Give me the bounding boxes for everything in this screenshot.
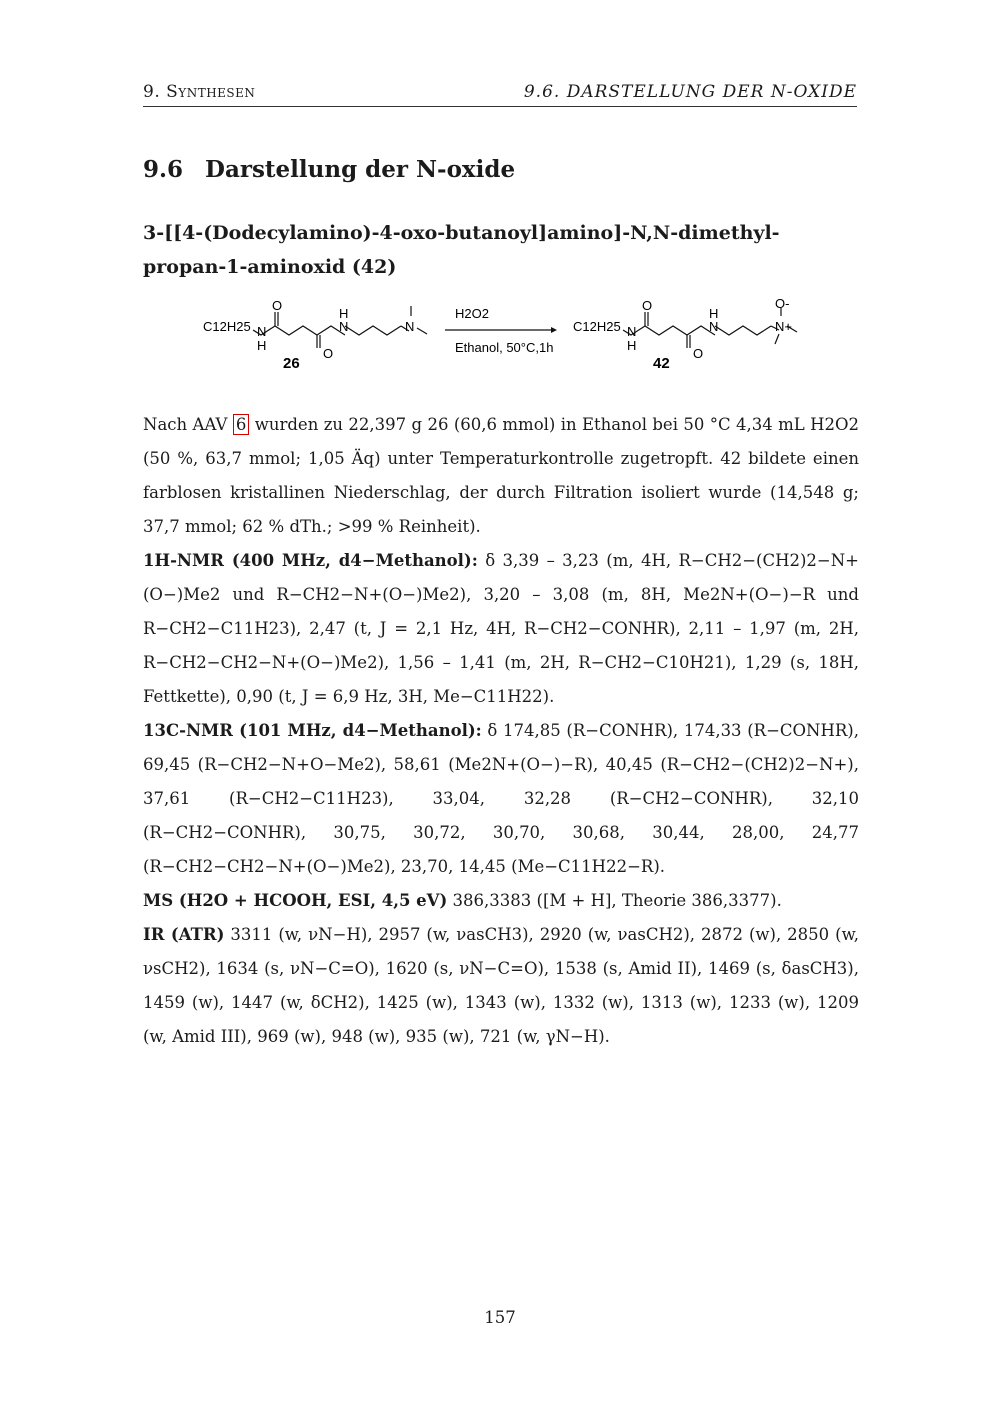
product-amide-h2: H (709, 306, 719, 321)
c-nmr-label: 13C-NMR (101 MHz, d4−Methanol): (143, 721, 482, 740)
ms-data: 386,3383 ([M + H], Theorie 386,3377). (452, 891, 782, 910)
product-n-oxide-n: N+ (775, 319, 792, 334)
h-nmr-label: 1H-NMR (400 MHz, d4−Methanol): (143, 551, 478, 570)
h-nmr-paragraph (143, 544, 859, 714)
product-carbonyl-o-2: O (693, 346, 704, 361)
reaction-arrowhead (551, 327, 557, 333)
c-nmr-paragraph (143, 714, 859, 884)
reaction-scheme (195, 298, 815, 376)
reactant-carbonyl-o-1: O (272, 298, 283, 313)
experimental-text (143, 408, 859, 1054)
reactant-alkyl-label: C12H25 (203, 319, 251, 334)
reactant-amide-h2: H (339, 306, 349, 321)
ms-label: MS (H2O + HCOOH, ESI, 4,5 eV) (143, 891, 448, 910)
product-compound-number: 42 (653, 355, 670, 372)
reactant-amide-n: N (257, 324, 267, 339)
product-amide-n: N (627, 324, 637, 339)
c-nmr-data: δ 174,85 (R−CONHR), 174,33 (R−CONHR), 69,45 (R−CH2−N+O−Me2), 58,61 (Me2N+(O−)−R), 40,45 (R−CH2−(CH2)2−N+), 37,61 (R−CH2−C11H23), 33,04, 32,28 (R−CH2−CONHR), 32,10 (R−CH2−CONHR), 30,75, 30,72, 30,70, 30,68, 30,44, 28,00, 24,77 (R−CH2−CH2−N+(O−)Me2), 23,70, 14,45 (Me−C11H22−R). (143, 721, 859, 876)
ms-paragraph (143, 884, 859, 918)
section-title-text: Darstellung der N-oxide (205, 156, 516, 183)
reagent-label: H2O2 (455, 306, 489, 321)
conditions-label: Ethanol, 50°C,1h (455, 340, 554, 355)
procedure-intro: Nach AAV (143, 415, 228, 434)
running-head-chapter: 9. Synthesen (143, 82, 256, 102)
procedure-text: wurden zu 22,397 g 26 (60,6 mmol) in Ethanol bei 50 °C 4,34 mL H2O2 (50 %, 63,7 mmol; 1,05 Äq) unter Temperaturkontrolle zugetropft. 42 bildete einen farblosen kristallinen Niederschlag, der durch Filtration isoliert wurde (14,548 g; 37,7 mmol; 62 % dTh.; >99 % Reinheit). (143, 415, 859, 536)
reactant-amine-n: N (405, 319, 415, 334)
section-heading (143, 156, 515, 183)
product-amide-n2: N (709, 319, 719, 334)
compound-heading: 3-[[4-(Dodecylamino)-4-oxo-butanoyl]amino]-N,N-dimethyl-propan-1-aminoxid (42) (143, 222, 780, 278)
reactant-carbonyl-o-2: O (323, 346, 334, 361)
product-alkyl-label: C12H25 (573, 319, 621, 334)
ir-label: IR (ATR) (143, 925, 225, 944)
running-head (143, 82, 857, 107)
ir-paragraph (143, 918, 859, 1054)
reactant-amide-h: H (257, 338, 267, 353)
aav-reference-link[interactable]: 6 (233, 414, 250, 435)
procedure-paragraph (143, 408, 859, 544)
product-n-oxide-o: O- (775, 298, 790, 311)
h-nmr-data: δ 3,39 – 3,23 (m, 4H, R−CH2−(CH2)2−N+(O−)Me2 und R−CH2−N+(O−)Me2), 3,20 – 3,08 (m, 8H, Me2N+(O−)−R und R−CH2−C11H23), 2,47 (t, J = 2,1 Hz, 4H, R−CH2−CONHR), 2,11 – 1,97 (m, 2H, R−CH2−CH2−N+(O−)Me2), 1,56 – 1,41 (m, 2H, R−CH2−C10H21), 1,29 (s, 18H, Fettkette), 0,90 (t, J = 6,9 Hz, 3H, Me−C11H22). (143, 551, 859, 706)
reactant-compound-number: 26 (283, 355, 300, 372)
reactant-amide-n2: N (339, 319, 349, 334)
page-number: 157 (484, 1308, 516, 1327)
product-amide-h: H (627, 338, 637, 353)
running-head-section: 9.6. DARSTELLUNG DER N-OXIDE (523, 82, 857, 102)
product-carbonyl-o-1: O (642, 298, 653, 313)
ir-data: 3311 (w, νN−H), 2957 (w, νasCH3), 2920 (w, νasCH2), 2872 (w), 2850 (w, νsCH2), 1634 (s, νN−C=O), 1620 (s, νN−C=O), 1538 (s, Amid II), 1469 (s, δasCH3), 1459 (w), 1447 (w, δCH2), 1425 (w), 1343 (w), 1332 (w), 1313 (w), 1233 (w), 1209 (w, Amid III), 969 (w), 948 (w), 935 (w), 721 (w, γN−H). (143, 925, 859, 1046)
section-number: 9.6 (143, 156, 184, 183)
